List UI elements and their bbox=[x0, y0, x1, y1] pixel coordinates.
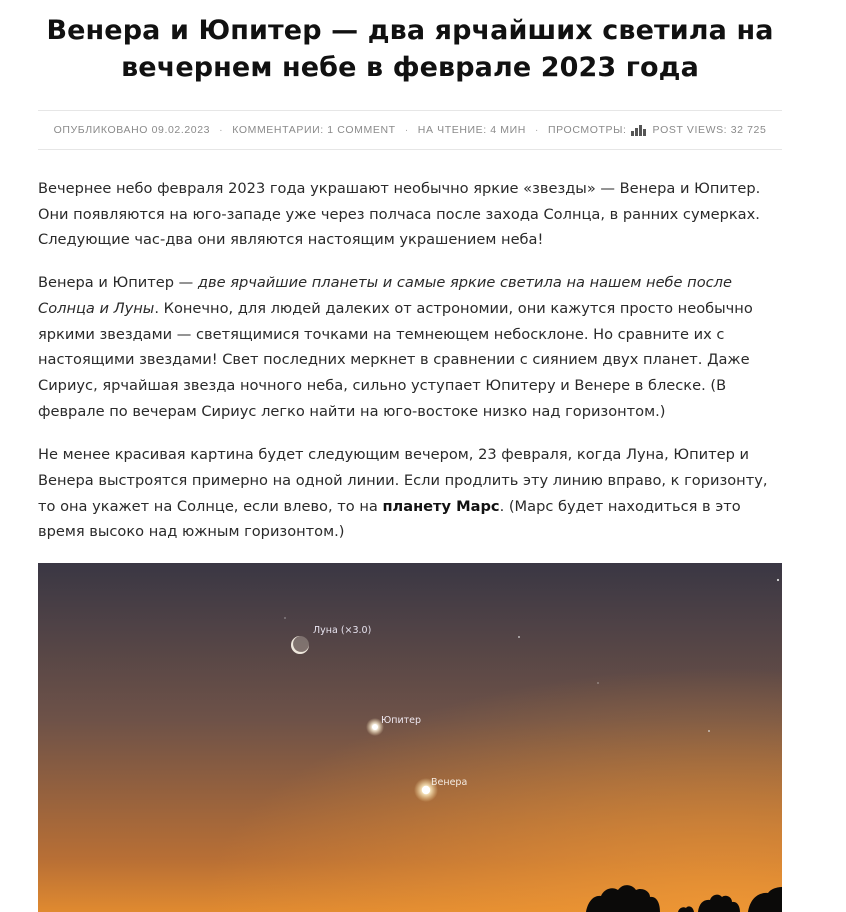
article-title: Венера и Юпитер — два ярчайших светила на вечернем небе в феврале 2023 года bbox=[46, 15, 774, 83]
comments-link[interactable]: КОММЕНТАРИИ: 1 COMMENT bbox=[232, 124, 396, 136]
moon-icon bbox=[291, 636, 309, 654]
reading-time: НА ЧТЕНИЕ: 4 МИН bbox=[417, 124, 526, 136]
meta-separator: · bbox=[534, 124, 540, 136]
mars-link[interactable]: планету Марс bbox=[382, 497, 500, 515]
sky-chart-svg bbox=[38, 563, 782, 912]
article bbox=[38, 0, 782, 545]
jupiter-label: Юпитер bbox=[381, 715, 422, 726]
paragraph-alignment bbox=[38, 442, 782, 545]
paragraph-text: Не менее красивая картина будет следующим вечером, 23 февраля, когда Луна, Юпитер и Венера выстроятся примерно на одной линии. Если продлить эту линию вправо, к горизонту, то она укажет на Солнце, если влево, то на bbox=[38, 446, 768, 515]
views-count: POST VIEWS: 32 725 bbox=[652, 124, 767, 136]
paragraph-planets bbox=[38, 270, 782, 424]
moon-label: Луна (×3.0) bbox=[313, 625, 372, 636]
emphasis-text: две ярчайшие планеты и самые яркие светила на нашем небе после Солнца и Луны bbox=[38, 274, 732, 317]
sunset-glow bbox=[38, 563, 782, 912]
meta-separator: · bbox=[404, 124, 409, 136]
paragraph-text: Венера и Юпитер — bbox=[38, 274, 198, 292]
views-label: ПРОСМОТРЫ: bbox=[548, 124, 627, 136]
paragraph-text: . (Марс будет находиться в это время высоко над южным горизонтом.) bbox=[38, 497, 741, 541]
paragraph-text: . Конечно, для людей далеких от астрономии, они кажутся просто необычно яркими звездами — светящимися точками на темнеющем небосклоне. Но сравните их с настоящими звездами! Свет последних меркнет в сравнении с сиянием двух планет. Даже Сириус, ярчайшая звезда ночного неба, сильно уступает Юпитеру и Венере в блеске. (В феврале по вечерам Сириус легко найти на юго-востоке низко над горизонтом.) bbox=[38, 299, 753, 420]
meta-separator: · bbox=[219, 124, 224, 136]
sky-chart-image bbox=[38, 563, 782, 912]
post-meta bbox=[38, 110, 782, 150]
published-date: ОПУБЛИКОВАНО 09.02.2023 bbox=[53, 124, 211, 136]
bar-chart-icon bbox=[631, 125, 646, 136]
paragraph-intro: Вечернее небо февраля 2023 года украшают необычно яркие «звезды» — Венера и Юпитер. Они появляются на юго-западе уже через полчаса после захода Солнца, в ранних сумерках. Следующие час-два они являются настоящим украшением неба! bbox=[38, 180, 761, 249]
venus-label: Венера bbox=[431, 777, 468, 788]
